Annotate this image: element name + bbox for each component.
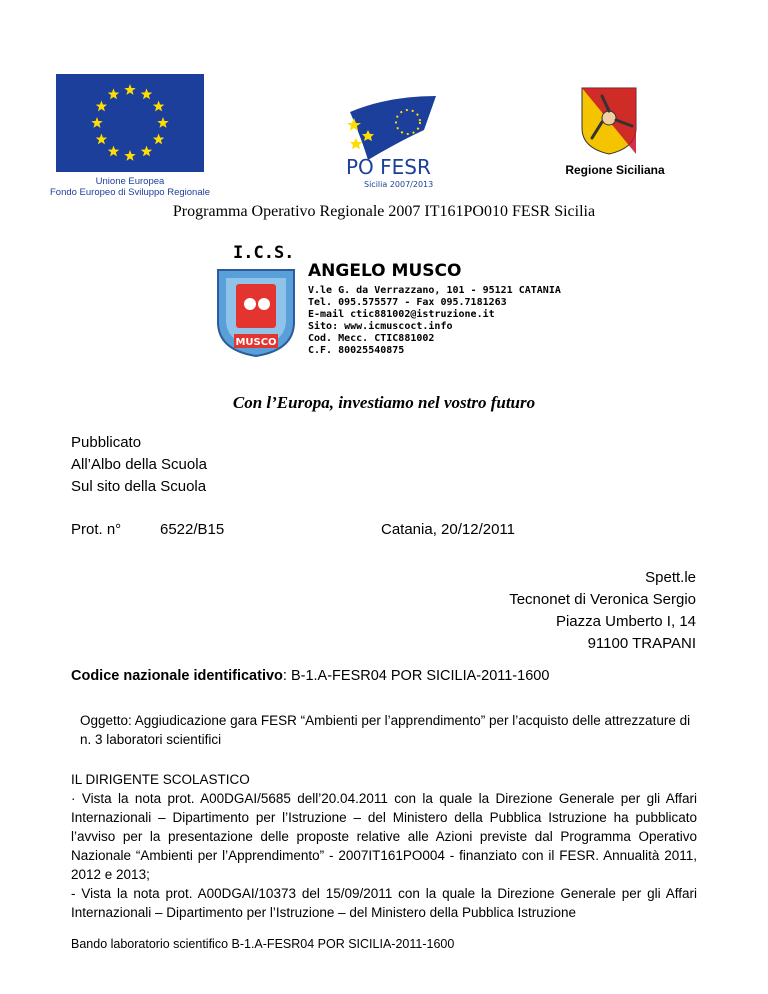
regione-siciliana-label: Regione Siciliana — [565, 163, 665, 177]
school-contact-info — [308, 285, 561, 357]
trinacria-shield-icon — [580, 86, 638, 156]
subject-line: Oggetto: Aggiudicazione gara FESR “Ambienti per l’apprendimento” per l’acquisto delle attrezzature di n. 3 laboratori scientifici — [80, 713, 691, 747]
po-fesr-subtitle: Sicilia 2007/2013 — [364, 180, 434, 189]
document-body — [71, 770, 697, 922]
eu-caption-line: Unione Europea — [95, 176, 165, 187]
eu-star-icon — [124, 150, 135, 161]
protocol-label: Prot. n° — [71, 521, 122, 538]
school-info-line: Cod. Mecc. CTIC881002 — [308, 333, 435, 344]
protocol-number: 6522/B15 — [160, 521, 225, 538]
eu-star-icon — [96, 101, 107, 112]
motto: Con l’Europa, investiamo nel vostro futuro — [232, 393, 536, 412]
page-footer: Bando laboratorio scientifico B-1.A-FESR04 POR SICILIA-2011-1600 — [71, 937, 455, 951]
po-fesr-title: PO FESR — [346, 155, 431, 179]
recipient-line: 91100 TRAPANI — [587, 635, 696, 652]
publication-notes — [71, 432, 207, 498]
eu-star-icon — [141, 88, 152, 99]
eu-star-icon — [91, 117, 102, 128]
school-acronym: I.C.S. — [233, 243, 295, 263]
place-date: Catania, 20/12/2011 — [381, 521, 515, 538]
recipient-line: Piazza Umberto I, 14 — [555, 613, 696, 630]
school-logo — [212, 266, 300, 358]
eu-caption — [44, 176, 216, 198]
school-info-line: E-mail ctic881002@istruzione.it — [308, 309, 495, 320]
regione-siciliana-shield-logo — [580, 86, 638, 156]
eu-caption-line: Fondo Europeo di Sviluppo Regionale — [49, 187, 211, 198]
recipient-line: Spett.le — [645, 569, 696, 586]
recipient-address — [509, 567, 696, 655]
eu-star-icon — [96, 134, 107, 145]
eu-star-icon — [157, 117, 168, 128]
school-info-line: Tel. 095.575577 - Fax 095.7181263 — [308, 297, 507, 308]
po-fesr-logo — [328, 90, 468, 190]
eu-star-icon — [141, 146, 152, 157]
body-paragraph: - Vista la nota prot. A00DGAI/10373 del 15/09/2011 con la quale la Direzione Generale per gli Affari Internazionali – Dipartimento per l’Istruzione – del Ministero della Pubblica Istruzione — [71, 886, 697, 920]
school-info-line: V.le G. da Verrazzano, 101 - 95121 CATANIA — [308, 285, 561, 296]
eu-flag-logo — [56, 74, 204, 172]
eu-star-icon — [108, 146, 119, 157]
publication-line: Pubblicato — [71, 434, 142, 451]
school-info-line: C.F. 80025540875 — [308, 345, 405, 356]
eu-stars-icon — [56, 74, 204, 172]
recipient-line: Tecnonet di Veronica Sergio — [509, 591, 696, 608]
codice-label: Codice nazionale identificativo — [71, 668, 283, 684]
eu-star-icon — [124, 84, 135, 95]
eu-star-icon — [153, 101, 164, 112]
school-info-line: Sito: www.icmuscoct.info — [308, 321, 453, 332]
po-fesr-flag-icon — [328, 90, 468, 190]
body-paragraph: · Vista la nota prot. A00DGAI/5685 dell’20.04.2011 con la quale la Direzione Generale per gli Affari Internazionali – Dipartimento per l’Istruzione – del Ministero della Pubblica Istruzione ha pubblicato l’avviso per la presentazione delle proposte relative alle Azioni previste dal Programma Operativo Nazionale “Ambienti per l’Apprendimento” - 2007IT161PO004 - finanziato con il FESR. Annualità 2011, 2012 e 2013; — [71, 791, 697, 882]
publication-line: Sul sito della Scuola — [71, 478, 207, 495]
eu-star-icon — [153, 134, 164, 145]
school-name: ANGELO MUSCO — [308, 261, 462, 281]
school-logo-text: MUSCO — [235, 337, 277, 348]
programme-title: Programma Operativo Regionale 2007 IT161PO010 FESR Sicilia — [172, 203, 596, 220]
school-shield-icon — [212, 266, 300, 358]
publication-line: All’Albo della Scuola — [71, 456, 207, 473]
body-heading: IL DIRIGENTE SCOLASTICO — [71, 772, 250, 787]
eu-star-icon — [108, 88, 119, 99]
codice-identificativo — [71, 668, 549, 684]
codice-value: : B-1.A-FESR04 POR SICILIA-2011-1600 — [282, 668, 550, 684]
